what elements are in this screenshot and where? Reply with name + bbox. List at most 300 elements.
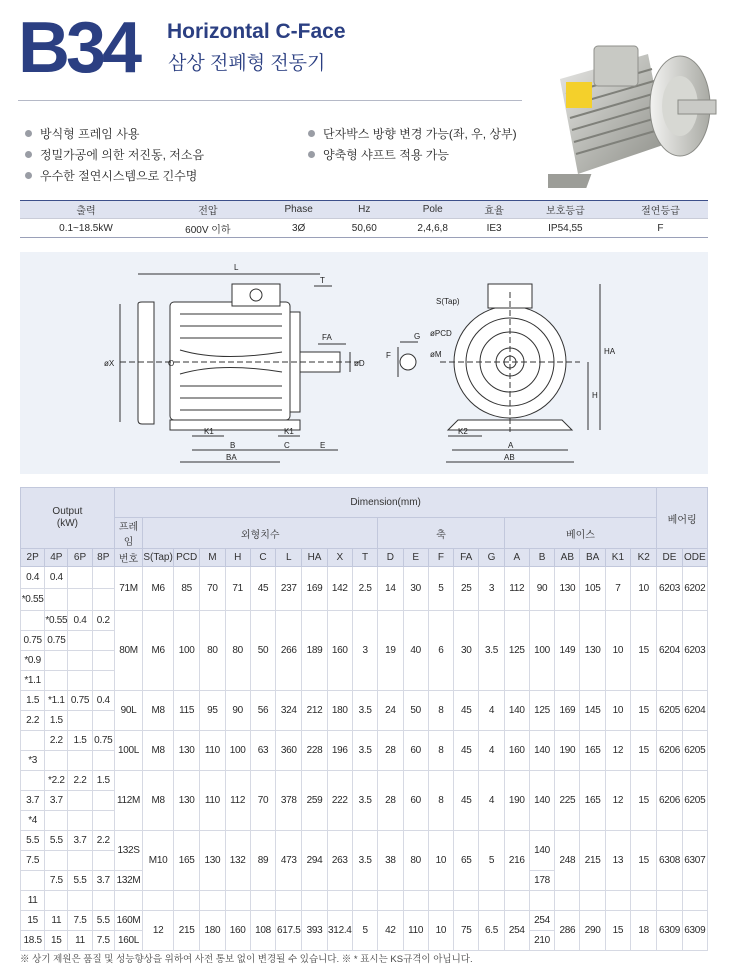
table-cell: 3 xyxy=(479,567,504,611)
table-cell xyxy=(68,851,92,871)
feature-item: 양축형 샤프트 적용 가능 xyxy=(308,146,449,163)
table-cell xyxy=(555,891,580,911)
table-cell: 312.4 xyxy=(327,911,352,951)
table-cell: 263 xyxy=(327,831,352,891)
table-cell: 228 xyxy=(302,731,327,771)
table-cell: 225 xyxy=(555,771,580,831)
table-cell: *3 xyxy=(21,751,45,771)
bearing-header: 베어링 xyxy=(657,488,708,549)
table-cell: 0.4 xyxy=(45,567,68,589)
label-K2: K2 xyxy=(458,427,468,436)
table-cell: 0.75 xyxy=(68,691,92,711)
table-cell xyxy=(68,589,92,611)
table-cell xyxy=(45,811,68,831)
spec-value: F xyxy=(613,219,708,238)
table-cell: 4 xyxy=(479,771,504,831)
table-cell: 15 xyxy=(631,831,657,891)
table-cell: 110 xyxy=(403,911,428,951)
table-cell: 12 xyxy=(605,771,630,831)
table-cell: 90 xyxy=(529,567,554,611)
table-cell: 0.4 xyxy=(92,691,114,711)
table-cell xyxy=(378,891,403,911)
label-HA: HA xyxy=(604,347,616,356)
table-cell: 50 xyxy=(250,611,275,691)
table-cell: 216 xyxy=(504,831,529,891)
table-cell: 7.5 xyxy=(92,931,114,951)
table-cell: 6309 xyxy=(682,911,707,951)
table-cell xyxy=(428,891,453,911)
table-cell: 30 xyxy=(403,567,428,611)
bullet-icon xyxy=(25,151,32,158)
table-cell: 95 xyxy=(200,691,225,731)
table-cell: 0.4 xyxy=(68,611,92,631)
table-cell xyxy=(92,671,114,691)
table-cell: M8 xyxy=(143,731,174,771)
table-cell: 130 xyxy=(580,611,605,691)
table-cell: 80 xyxy=(403,831,428,891)
label-K1-left: K1 xyxy=(204,427,214,436)
table-cell: 80 xyxy=(225,611,250,691)
table-cell: 70 xyxy=(250,771,275,831)
spec-table xyxy=(20,200,708,238)
column-header: F xyxy=(428,549,453,567)
table-cell xyxy=(605,891,630,911)
title-divider xyxy=(18,100,522,101)
table-cell: 70 xyxy=(200,567,225,611)
table-cell: 24 xyxy=(378,691,403,731)
table-cell: 617.5 xyxy=(276,911,302,951)
table-cell xyxy=(504,891,529,911)
label-T: T xyxy=(320,276,325,285)
table-cell: 0.75 xyxy=(92,731,114,751)
table-cell: 215 xyxy=(173,911,199,951)
label-B: B xyxy=(230,441,236,450)
table-cell xyxy=(68,751,92,771)
table-cell: 130 xyxy=(173,731,199,771)
table-cell: 10 xyxy=(631,567,657,611)
table-cell: 222 xyxy=(327,771,352,831)
table-cell: *0.55 xyxy=(45,611,68,631)
table-cell: 254 xyxy=(504,911,529,951)
table-cell xyxy=(21,731,45,751)
table-cell xyxy=(454,891,479,911)
table-cell: 178 xyxy=(529,871,554,891)
table-cell: 100L xyxy=(114,731,142,771)
table-cell: 259 xyxy=(302,771,327,831)
table-cell: 8 xyxy=(428,771,453,831)
label-A: A xyxy=(508,441,514,450)
table-cell: 5.5 xyxy=(68,871,92,891)
table-cell: 1.5 xyxy=(68,731,92,751)
table-cell: 290 xyxy=(580,911,605,951)
table-cell: 237 xyxy=(276,567,302,611)
model-code: B34 xyxy=(18,8,139,88)
column-header: H xyxy=(225,549,250,567)
column-header: M xyxy=(200,549,225,567)
table-cell: M10 xyxy=(143,831,174,891)
title-korean: 삼상 전폐형 전동기 xyxy=(168,53,326,74)
table-cell: M8 xyxy=(143,691,174,731)
table-cell xyxy=(276,891,302,911)
table-cell: 473 xyxy=(276,831,302,891)
label-D: øD xyxy=(354,359,365,368)
table-cell: 248 xyxy=(555,831,580,891)
drawing-svg xyxy=(20,252,708,474)
table-cell: 6205 xyxy=(682,771,707,831)
column-header: S(Tap) xyxy=(143,549,174,567)
table-cell: 5.5 xyxy=(21,831,45,851)
column-header: 4P xyxy=(45,549,68,567)
bullet-icon xyxy=(308,130,315,137)
table-cell: 324 xyxy=(276,691,302,731)
table-cell: 7.5 xyxy=(68,911,92,931)
spec-header: 보호등급 xyxy=(518,201,613,219)
label-F: F xyxy=(386,351,391,360)
table-cell: 3.7 xyxy=(21,791,45,811)
table-cell xyxy=(92,751,114,771)
table-cell: 56 xyxy=(250,691,275,731)
table-cell: 3.5 xyxy=(352,691,377,731)
table-cell: 132S xyxy=(114,831,142,871)
table-cell: 1.5 xyxy=(21,691,45,711)
outer-group-header: 외형치수 xyxy=(143,518,378,549)
table-cell: 7 xyxy=(605,567,630,611)
table-cell: 140 xyxy=(504,691,529,731)
table-cell xyxy=(45,891,68,911)
table-cell: 90 xyxy=(225,691,250,731)
table-cell xyxy=(68,567,92,589)
table-cell xyxy=(352,891,377,911)
spec-value: 0.1~18.5kW xyxy=(20,219,152,238)
table-cell xyxy=(45,671,68,691)
table-cell: 40 xyxy=(403,611,428,691)
table-cell: 80 xyxy=(200,611,225,691)
table-cell: 286 xyxy=(555,911,580,951)
table-cell: 140 xyxy=(529,831,554,871)
table-cell: 100 xyxy=(529,611,554,691)
label-G: G xyxy=(414,332,421,341)
table-cell: 160M xyxy=(114,911,142,931)
table-cell: 254 xyxy=(529,911,554,931)
table-cell xyxy=(92,811,114,831)
label-C: C xyxy=(284,441,290,450)
table-cell: 5 xyxy=(352,911,377,951)
column-header: L xyxy=(276,549,302,567)
table-cell: 378 xyxy=(276,771,302,831)
table-cell xyxy=(302,891,327,911)
table-cell: 3.5 xyxy=(352,831,377,891)
label-E: E xyxy=(320,441,326,450)
table-cell: 180 xyxy=(200,911,225,951)
table-cell: 45 xyxy=(250,567,275,611)
table-cell: 11 xyxy=(21,891,45,911)
table-cell: *2.2 xyxy=(45,771,68,791)
table-cell: 215 xyxy=(580,831,605,891)
table-cell: 60 xyxy=(403,771,428,831)
column-header: A xyxy=(504,549,529,567)
table-cell: 149 xyxy=(555,611,580,691)
spec-header: 효율 xyxy=(470,201,518,219)
table-cell: 3.5 xyxy=(352,771,377,831)
table-cell: 115 xyxy=(173,691,199,731)
table-cell xyxy=(200,891,225,911)
table-cell: 28 xyxy=(378,731,403,771)
table-row xyxy=(21,831,708,851)
spec-value: 3Ø xyxy=(264,219,334,238)
column-header: DE xyxy=(657,549,682,567)
table-cell xyxy=(529,891,554,911)
table-row xyxy=(21,731,708,751)
table-cell: 10 xyxy=(428,831,453,891)
table-cell: 1.5 xyxy=(45,711,68,731)
table-cell: 6205 xyxy=(657,691,682,731)
table-cell: 42 xyxy=(378,911,403,951)
table-cell: 0.75 xyxy=(21,631,45,651)
spec-value: IE3 xyxy=(470,219,518,238)
column-header: 2P xyxy=(21,549,45,567)
table-cell: 1.5 xyxy=(92,771,114,791)
label-K1-right: K1 xyxy=(284,427,294,436)
table-cell xyxy=(479,891,504,911)
output-header: Output (kW) xyxy=(21,488,115,549)
table-row xyxy=(21,567,708,589)
table-cell: 125 xyxy=(504,611,529,691)
table-cell: 110 xyxy=(200,771,225,831)
table-cell: 189 xyxy=(302,611,327,691)
table-cell xyxy=(143,891,174,911)
table-cell: 19 xyxy=(378,611,403,691)
column-header: K1 xyxy=(605,549,630,567)
table-cell: 38 xyxy=(378,831,403,891)
table-cell: *1.1 xyxy=(21,671,45,691)
table-cell: 45 xyxy=(454,691,479,731)
table-cell: 165 xyxy=(580,731,605,771)
table-cell: 6204 xyxy=(682,691,707,731)
table-cell: 190 xyxy=(555,731,580,771)
table-cell: 25 xyxy=(454,567,479,611)
table-cell xyxy=(68,811,92,831)
column-header: HA xyxy=(302,549,327,567)
table-cell: M6 xyxy=(143,611,174,691)
column-header: G xyxy=(479,549,504,567)
table-cell: 2.2 xyxy=(92,831,114,851)
table-cell: 266 xyxy=(276,611,302,691)
table-cell xyxy=(92,791,114,811)
table-cell xyxy=(68,891,92,911)
table-cell xyxy=(114,891,142,911)
feature-item: 방식형 프레임 사용 xyxy=(25,125,139,142)
table-cell: 50 xyxy=(403,691,428,731)
dimension-header: Dimension(mm) xyxy=(114,488,656,518)
table-row xyxy=(21,691,708,711)
feature-item: 우수한 절연시스템으로 긴수명 xyxy=(25,167,197,184)
table-cell: 18 xyxy=(631,911,657,951)
table-cell: 3 xyxy=(352,611,377,691)
table-cell xyxy=(68,671,92,691)
table-cell: 5.5 xyxy=(45,831,68,851)
table-cell: 165 xyxy=(173,831,199,891)
table-cell xyxy=(92,567,114,589)
feature-item: 정밀가공에 의한 저진동, 저소음 xyxy=(25,146,204,163)
table-cell: 294 xyxy=(302,831,327,891)
table-cell: 130 xyxy=(200,831,225,891)
table-cell: 7.5 xyxy=(45,871,68,891)
motor-product-image xyxy=(548,24,718,199)
table-cell: 15 xyxy=(631,611,657,691)
table-cell: 360 xyxy=(276,731,302,771)
table-cell xyxy=(45,751,68,771)
spec-header: Phase xyxy=(264,201,334,219)
column-header: 번호 xyxy=(114,549,142,567)
column-header: FA xyxy=(454,549,479,567)
label-L: L xyxy=(234,263,239,272)
table-cell: 63 xyxy=(250,731,275,771)
column-header: K2 xyxy=(631,549,657,567)
table-cell: 0.75 xyxy=(45,631,68,651)
table-cell: 112 xyxy=(225,771,250,831)
label-O: O xyxy=(168,359,175,368)
table-cell: 85 xyxy=(173,567,199,611)
bullet-icon xyxy=(25,130,32,137)
table-cell xyxy=(21,871,45,891)
spec-header: 절연등급 xyxy=(613,201,708,219)
table-cell: 160 xyxy=(327,611,352,691)
table-cell: 15 xyxy=(21,911,45,931)
table-cell xyxy=(173,891,199,911)
table-cell xyxy=(92,631,114,651)
table-cell: 15 xyxy=(605,911,630,951)
table-cell: 142 xyxy=(327,567,352,611)
table-cell: 169 xyxy=(555,691,580,731)
label-STap: S(Tap) xyxy=(436,297,460,306)
table-cell: 160 xyxy=(504,731,529,771)
table-cell: M8 xyxy=(143,771,174,831)
table-cell: 6.5 xyxy=(479,911,504,951)
table-cell: *0.55 xyxy=(21,589,45,611)
table-cell: 8 xyxy=(428,731,453,771)
spec-value: 600V 이하 xyxy=(152,219,264,238)
table-cell: 10 xyxy=(605,611,630,691)
column-header: BA xyxy=(580,549,605,567)
label-M: øM xyxy=(430,350,442,359)
table-cell: 80M xyxy=(114,611,142,691)
shaft-group-header: 축 xyxy=(378,518,504,549)
label-PCD: øPCD xyxy=(430,329,452,338)
table-cell xyxy=(657,891,682,911)
table-cell xyxy=(21,771,45,791)
table-cell: 13 xyxy=(605,831,630,891)
column-header: C xyxy=(250,549,275,567)
table-cell: 393 xyxy=(302,911,327,951)
table-cell: 140 xyxy=(529,731,554,771)
table-cell: 89 xyxy=(250,831,275,891)
table-cell: 3.5 xyxy=(479,611,504,691)
table-row xyxy=(21,891,708,911)
title-english: Horizontal C-Face xyxy=(167,20,346,43)
table-cell xyxy=(225,891,250,911)
table-cell xyxy=(68,631,92,651)
table-cell: 5 xyxy=(479,831,504,891)
table-cell: 28 xyxy=(378,771,403,831)
table-cell: 6203 xyxy=(657,567,682,611)
table-cell: 125 xyxy=(529,691,554,731)
label-X: øX xyxy=(104,359,115,368)
spec-header: Hz xyxy=(334,201,396,219)
spec-header: 출력 xyxy=(20,201,152,219)
base-group-header: 베이스 xyxy=(504,518,657,549)
table-cell: 6 xyxy=(428,611,453,691)
label-H: H xyxy=(592,391,598,400)
table-cell: 11 xyxy=(68,931,92,951)
table-cell xyxy=(92,851,114,871)
table-cell: 3.7 xyxy=(45,791,68,811)
column-header: 6P xyxy=(68,549,92,567)
table-cell: 160 xyxy=(225,911,250,951)
table-cell: 190 xyxy=(504,771,529,831)
table-cell: 30 xyxy=(454,611,479,691)
table-cell: 6206 xyxy=(657,771,682,831)
table-cell xyxy=(92,711,114,731)
table-cell: 4 xyxy=(479,691,504,731)
table-cell xyxy=(68,711,92,731)
table-cell: 2.2 xyxy=(68,771,92,791)
table-cell: 100 xyxy=(225,731,250,771)
table-cell: 105 xyxy=(580,567,605,611)
table-cell: 6308 xyxy=(657,831,682,891)
table-cell: 11 xyxy=(45,911,68,931)
table-cell: 10 xyxy=(428,911,453,951)
table-cell: 6204 xyxy=(657,611,682,691)
table-cell: 75 xyxy=(454,911,479,951)
table-cell: 169 xyxy=(302,567,327,611)
table-cell: 6307 xyxy=(682,831,707,891)
spec-value: IP54,55 xyxy=(518,219,613,238)
table-cell: *1.1 xyxy=(45,691,68,711)
table-cell xyxy=(580,891,605,911)
table-cell: 71M xyxy=(114,567,142,611)
frame-group-header: 프레임 xyxy=(114,518,142,549)
spec-value: 50,60 xyxy=(334,219,396,238)
table-cell: *4 xyxy=(21,811,45,831)
dimension-drawing xyxy=(20,252,708,474)
table-cell: 2.2 xyxy=(45,731,68,751)
table-cell: 3.5 xyxy=(352,731,377,771)
feature-item: 단자박스 방향 변경 가능(좌, 우, 상부) xyxy=(308,125,517,142)
table-cell xyxy=(45,651,68,671)
table-cell xyxy=(403,891,428,911)
column-header: T xyxy=(352,549,377,567)
table-cell: 5 xyxy=(428,567,453,611)
table-cell: 110 xyxy=(200,731,225,771)
table-cell xyxy=(92,651,114,671)
table-cell: 132M xyxy=(114,871,142,891)
label-AB: AB xyxy=(504,453,515,462)
table-cell: 6309 xyxy=(657,911,682,951)
table-cell xyxy=(92,891,114,911)
table-cell: 45 xyxy=(454,731,479,771)
table-cell: 0.2 xyxy=(92,611,114,631)
table-cell: M6 xyxy=(143,567,174,611)
table-cell: 71 xyxy=(225,567,250,611)
table-cell xyxy=(682,891,707,911)
table-cell: 2.5 xyxy=(352,567,377,611)
label-FA: FA xyxy=(322,333,332,342)
table-cell: 15 xyxy=(631,691,657,731)
table-cell: 8 xyxy=(428,691,453,731)
table-cell: 6206 xyxy=(657,731,682,771)
table-cell: 6205 xyxy=(682,731,707,771)
table-cell: 100 xyxy=(173,611,199,691)
